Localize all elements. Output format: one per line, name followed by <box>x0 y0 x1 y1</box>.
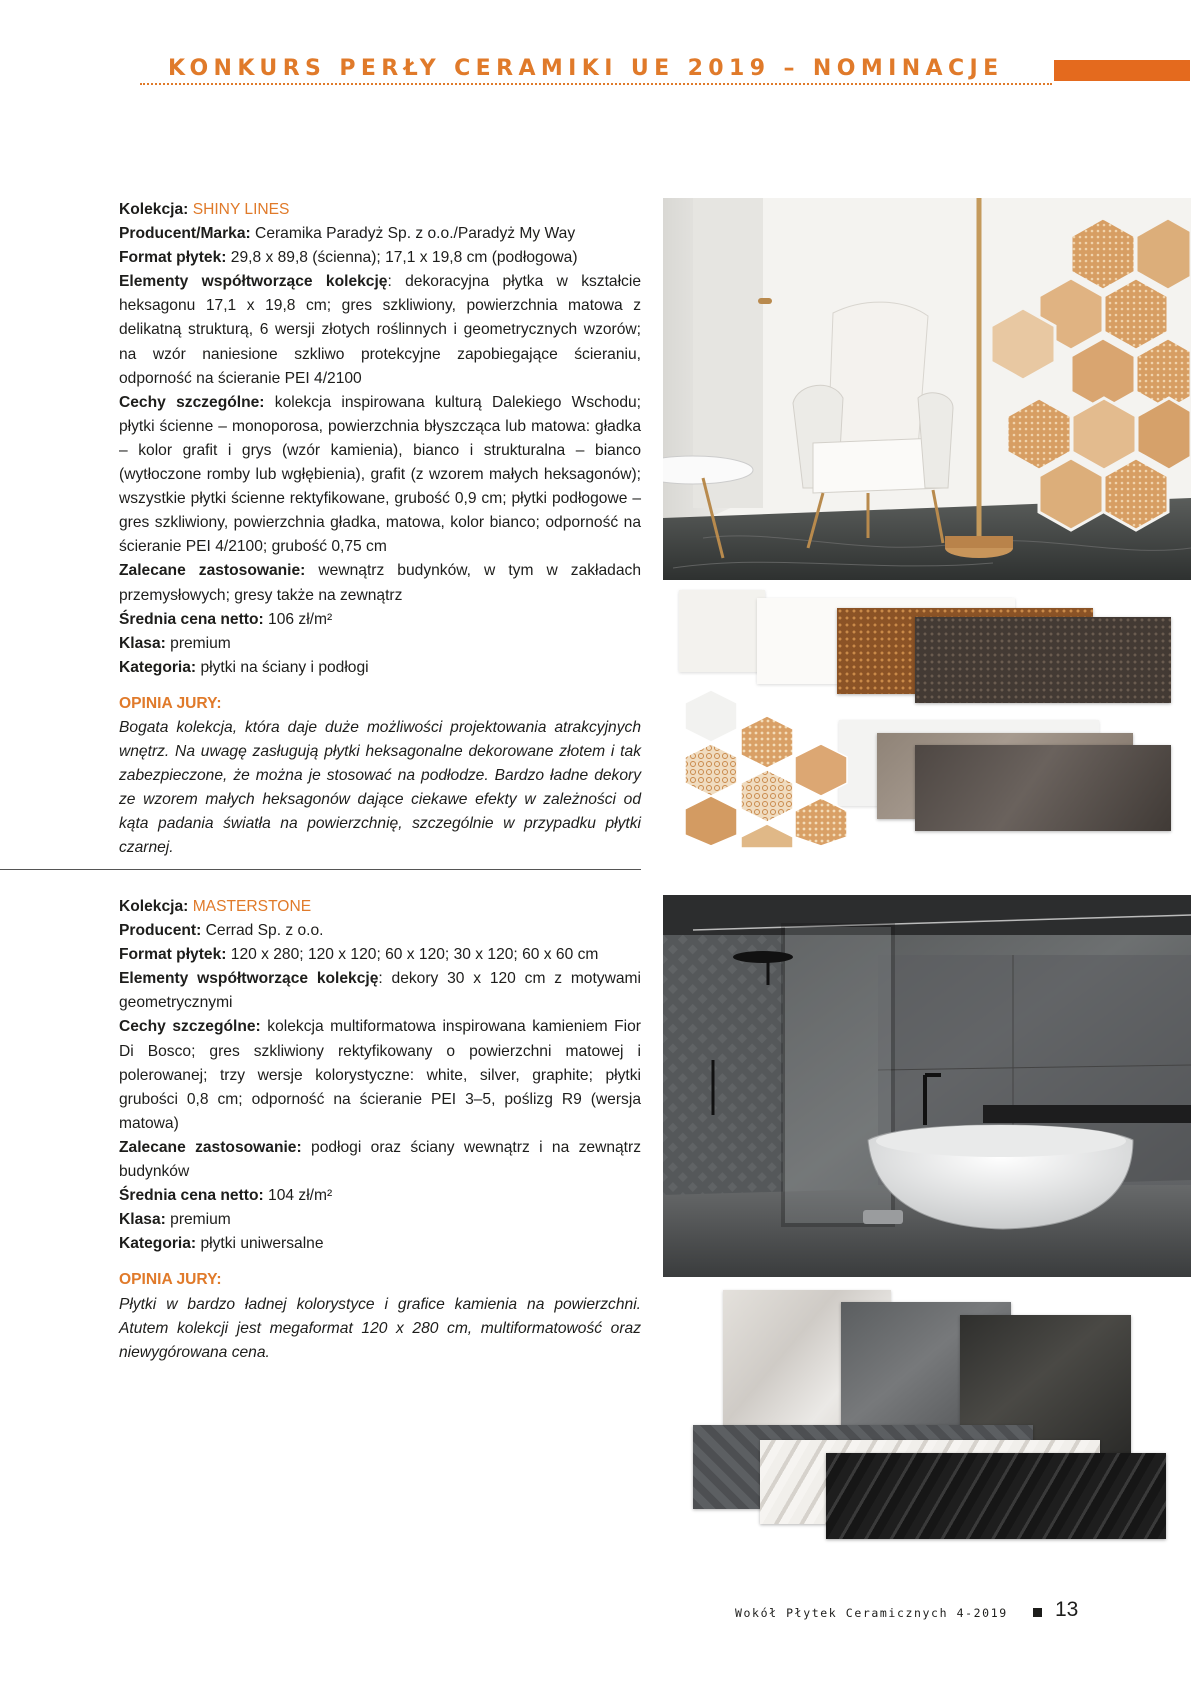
header-accent-bar <box>1054 60 1190 81</box>
features-line <box>119 391 641 560</box>
collection-line <box>119 198 641 222</box>
field-value: 120 x 280; 120 x 120; 60 x 120; 30 x 120; 60 x 60 cm <box>226 946 599 964</box>
field-label: Producent/Marka: <box>119 225 251 243</box>
price-line <box>119 608 641 632</box>
entry-shiny-lines <box>119 198 641 861</box>
field-value: podłogi oraz ściany wewnątrz i na zewnątrz budynków <box>119 1138 641 1181</box>
interior-illustration <box>663 198 1191 580</box>
field-label: Elementy współtworzące kolekcję <box>119 273 388 291</box>
field-label: Średnia cena netto: <box>119 610 264 628</box>
entry-masterstone <box>119 895 641 1365</box>
field-label: Zalecane zastosowanie: <box>119 562 306 580</box>
field-label: Format płytek: <box>119 249 227 267</box>
header-title: KONKURS PERŁY CERAMIKI UE 2019 – NOMINACJE <box>168 56 1004 81</box>
field-label: Klasa: <box>119 1211 166 1229</box>
elements-line <box>119 270 641 390</box>
footer-magazine: Wokół Płytek Ceramicznych 4-2019 <box>735 1606 1008 1620</box>
format-line <box>119 943 641 967</box>
field-value: 29,8 x 89,8 (ścienna); 17,1 x 19,8 cm (podłogowa) <box>226 249 578 267</box>
header-dotted-rule <box>140 83 1052 85</box>
field-value: premium <box>165 634 231 652</box>
field-label: Klasa: <box>119 634 166 652</box>
page-header <box>140 56 1190 86</box>
bathroom-illustration <box>663 895 1191 1277</box>
category-line <box>119 1232 641 1256</box>
class-line <box>119 1208 641 1232</box>
field-value: : dekory 30 x 120 cm z motywami geometrycznymi <box>119 970 641 1012</box>
swatch-graphite-hex <box>915 617 1171 703</box>
page-number: 13 <box>1055 1598 1079 1621</box>
swatch-black-wave-decor <box>826 1453 1166 1539</box>
field-value: Cerrad Sp. z o.o. <box>201 922 324 940</box>
format-line <box>119 246 641 270</box>
field-value: 106 zł/m² <box>263 610 333 628</box>
bathroom-photo-masterstone <box>663 895 1191 1277</box>
elements-line <box>119 967 641 1015</box>
producer-line <box>119 222 641 246</box>
interior-photo-shiny-lines <box>663 198 1191 580</box>
features-line <box>119 1015 641 1135</box>
category-line <box>119 656 641 680</box>
field-value: płytki uniwersalne <box>196 1235 324 1253</box>
swatch-graphite-stone <box>915 745 1171 831</box>
producer-line <box>119 919 641 943</box>
field-value: : dekoracyjna płytka w kształcie heksagonu 17,1 x 19,8 cm; gres szkliwiony, powierzchnia matowa z delikatną strukturą, 6 wersji złotych roślinnych i geometrycznych wzorów; na wzór naniesione szkliwo protekcyjne zapobiegające ścieraniu, odporność na ścieranie PEI 4/2100 <box>119 273 641 387</box>
field-value: kolekcja multiformatowa inspirowana kamieniem Fior Di Bosco; gres szkliwiony rektyfikowany o powierzchni matowej i polerowanej; trzy wersje kolorystyczne: white, silver, graphite; płytki grubości 0,8 cm; odporność na ścieranie PEI 3–5, poślizg R9 (wersja matowa) <box>119 1018 642 1132</box>
field-label: Cechy szczególne: <box>119 1018 261 1036</box>
price-line <box>119 1184 641 1208</box>
section-divider <box>0 869 641 870</box>
usage-line <box>119 1136 641 1184</box>
collection-label: Kolekcja: <box>119 898 189 915</box>
jury-title: OPINIA JURY: <box>119 694 222 712</box>
field-label: Kategoria: <box>119 1235 197 1253</box>
footer-square-icon <box>1033 1608 1042 1617</box>
field-value: premium <box>165 1211 231 1229</box>
field-label: Zalecane zastosowanie: <box>119 1138 302 1156</box>
field-label: Producent: <box>119 922 202 940</box>
collection-label: Kolekcja: <box>119 201 189 218</box>
class-line <box>119 632 641 656</box>
field-label: Elementy współtworzące kolekcję <box>119 970 379 988</box>
field-value: 104 zł/m² <box>263 1187 333 1205</box>
jury-title: OPINIA JURY: <box>119 1271 222 1289</box>
field-label: Cechy szczególne: <box>119 393 265 411</box>
field-label: Średnia cena netto: <box>119 1187 264 1205</box>
jury-text: Płytki w bardzo ładnej kolorystyce i grafice kamienia na powierzchni. Atutem kolekcji jest megaformat 120 x 280 cm, multiformatowość oraz niewygórowana cena. <box>119 1295 641 1361</box>
usage-line <box>119 559 641 607</box>
field-value: wewnątrz budynków, w tym w zakładach przemysłowych; gresy także na zewnątrz <box>119 562 641 604</box>
hexagon-tiles-sample <box>681 688 861 848</box>
field-value: płytki na ściany i podłogi <box>196 658 369 676</box>
field-value: Ceramika Paradyż Sp. z o.o./Paradyż My Way <box>250 225 576 243</box>
field-label: Kategoria: <box>119 658 197 676</box>
collection-name: MASTERSTONE <box>192 898 312 915</box>
swatch-bianco-1 <box>679 590 765 672</box>
field-label: Format płytek: <box>119 946 227 964</box>
collection-name: SHINY LINES <box>192 201 290 218</box>
field-value: kolekcja inspirowana kulturą Dalekiego Wschodu; płytki ścienne – monoporosa, powierzchnia błyszcząca lub matowa: gładka – kolor grafit i grys (wzór kamienia), bianco i strukturalna – bianco (wytłoczone romby lub wgłębienia), grafit (z wzorem małych heksagonów); wszystkie płytki ścienne rektyfikowane, grubość 0,9 cm; płytki podłogowe – gres szkliwiony, powierzchnia gładka, matowa, kolor bianco; odporność na ścieranie PEI 4/2100; grubość 0,75 cm <box>119 393 641 556</box>
collection-line <box>119 895 641 919</box>
jury-text: Bogata kolekcja, która daje duże możliwości projektowania atrakcyjnych wnętrz. Na uwagę zasługują płytki heksagonalne dekorowane złotem i tak zabezpieczone, że można je stosować na podłodze. Bardzo ładne dekory ze wzorem małych heksagonów dające ciekawe efekty w zależności od kąta padania światła na powierzchnię, szczególnie w przypadku płytki czarnej. <box>119 718 641 857</box>
